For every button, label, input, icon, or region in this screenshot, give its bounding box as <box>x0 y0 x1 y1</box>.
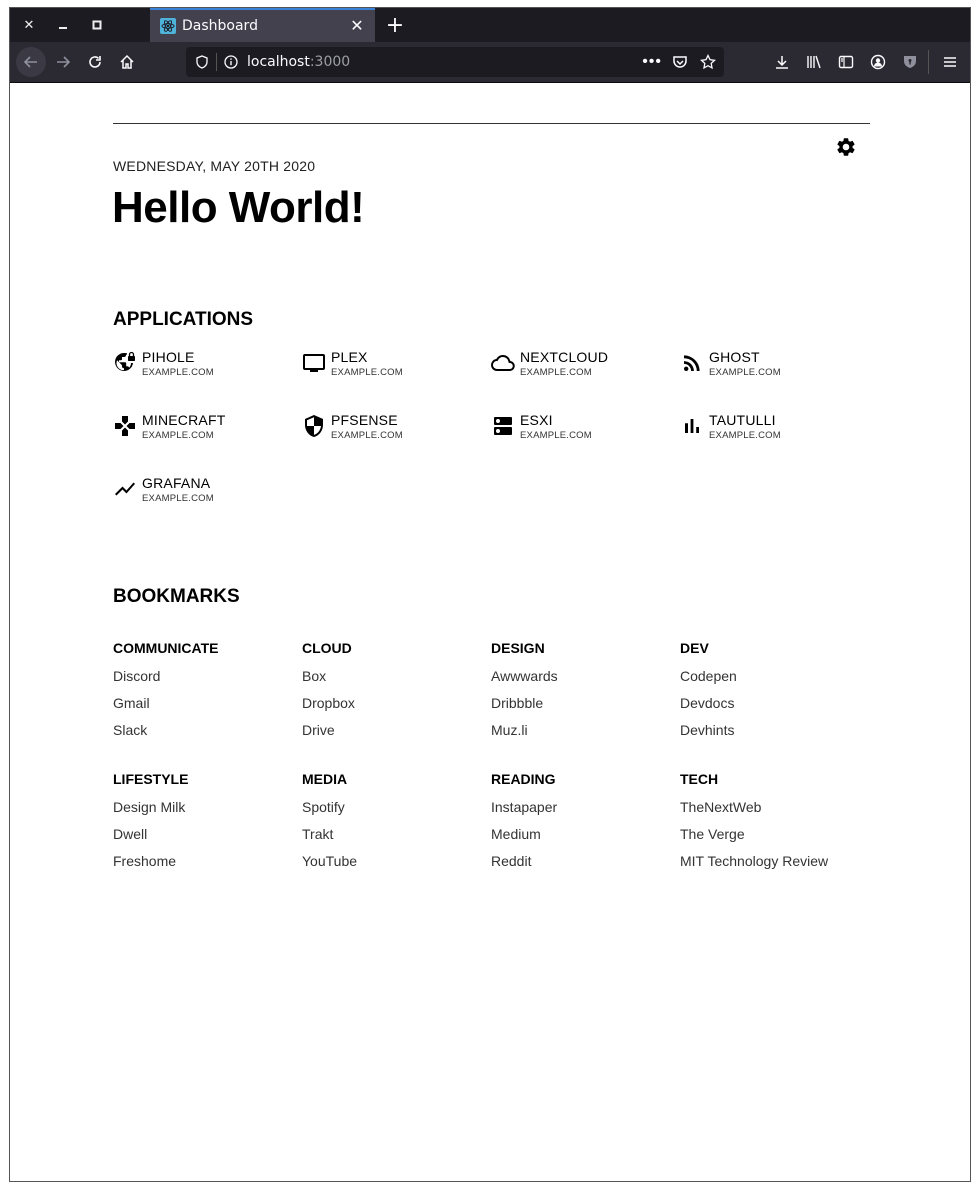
library-button[interactable] <box>799 47 829 77</box>
bookmark-group-lifestyle <box>113 771 298 879</box>
app-tautulli[interactable] <box>680 412 860 452</box>
app-url: EXAMPLE.COM <box>142 430 214 441</box>
bookmark-group-title: DESIGN <box>491 640 545 656</box>
app-name: ESXI <box>520 412 553 428</box>
bookmark-link[interactable]: Spotify <box>302 799 345 815</box>
forward-arrow-icon <box>55 54 71 70</box>
bookmark-group-media <box>302 771 487 879</box>
cloud-icon <box>491 351 515 375</box>
bookmark-link[interactable]: Codepen <box>680 668 737 684</box>
bookmark-group-title: LIFESTYLE <box>113 771 189 787</box>
extension-button[interactable] <box>895 47 925 77</box>
minimize-window-icon[interactable] <box>46 8 80 42</box>
app-url: EXAMPLE.COM <box>520 430 592 441</box>
bookmark-link[interactable]: Devdocs <box>680 695 735 711</box>
bookmark-link[interactable]: Devhints <box>680 722 735 738</box>
header-divider <box>113 123 870 124</box>
settings-gear-icon[interactable] <box>835 136 857 158</box>
bookmark-link[interactable]: Box <box>302 668 327 684</box>
url-bar[interactable] <box>186 47 724 77</box>
app-url: EXAMPLE.COM <box>709 430 781 441</box>
bookmark-link[interactable]: Discord <box>113 668 161 684</box>
gamepad-icon <box>113 414 137 438</box>
url-host: localhost <box>247 54 310 70</box>
bookmark-group-title: MEDIA <box>302 771 348 787</box>
download-icon <box>774 54 790 70</box>
app-name: GHOST <box>709 349 760 365</box>
globe-lock-icon <box>113 351 137 375</box>
back-arrow-icon <box>23 54 39 70</box>
page-actions-icon[interactable]: ••• <box>642 53 662 70</box>
app-url: EXAMPLE.COM <box>331 430 403 441</box>
app-name: PLEX <box>331 349 368 365</box>
app-name: PFSENSE <box>331 412 398 428</box>
sidebar-icon <box>838 54 854 70</box>
bookmark-link[interactable]: Slack <box>113 722 148 738</box>
bookmark-link[interactable]: Medium <box>491 826 541 842</box>
bookmark-link[interactable]: YouTube <box>302 853 358 869</box>
bookmark-group-title: CLOUD <box>302 640 352 656</box>
maximize-window-icon[interactable] <box>80 8 114 42</box>
bookmark-group-title: READING <box>491 771 556 787</box>
bookmark-link[interactable]: Gmail <box>113 695 150 711</box>
react-favicon-icon <box>160 18 176 34</box>
bar-chart-icon <box>680 414 704 438</box>
bookmark-link[interactable]: MIT Technology Review <box>680 853 829 869</box>
app-grafana[interactable] <box>113 475 293 515</box>
app-name: NEXTCLOUD <box>520 349 609 365</box>
bookmark-group-dev <box>680 640 865 748</box>
page-content <box>10 83 970 1181</box>
bookmark-link[interactable]: Dribbble <box>491 695 544 711</box>
greeting-heading: Hello World! <box>112 183 365 232</box>
account-icon <box>870 54 886 70</box>
bookmark-group-title: COMMUNICATE <box>113 640 219 656</box>
bookmark-link[interactable]: Dwell <box>113 826 148 842</box>
bookmark-link[interactable]: Muz.li <box>491 722 528 738</box>
tab-title: Dashboard <box>182 18 258 34</box>
app-url: EXAMPLE.COM <box>331 367 403 378</box>
tab-dashboard[interactable] <box>150 8 375 42</box>
app-name: GRAFANA <box>142 475 211 491</box>
app-url: EXAMPLE.COM <box>142 493 214 504</box>
home-icon <box>119 54 135 70</box>
bookmark-link[interactable]: The Verge <box>680 826 745 842</box>
app-plex[interactable] <box>302 349 482 389</box>
bookmark-star-icon[interactable] <box>700 54 716 70</box>
title-bar <box>10 8 970 42</box>
bookmark-group-communicate <box>113 640 298 748</box>
tracking-shield-icon <box>195 55 209 69</box>
app-ghost[interactable] <box>680 349 860 389</box>
bookmark-link[interactable]: Freshome <box>113 853 177 869</box>
forward-button[interactable] <box>48 47 78 77</box>
app-esxi[interactable] <box>491 412 671 452</box>
pocket-icon[interactable] <box>672 54 688 70</box>
bookmark-link[interactable]: Drive <box>302 722 335 738</box>
bookmarks-title: BOOKMARKS <box>113 586 240 607</box>
url-port: :3000 <box>309 54 351 70</box>
bookmark-group-reading <box>491 771 676 879</box>
reload-button[interactable] <box>80 47 110 77</box>
bookmark-link[interactable]: Design Milk <box>113 799 186 815</box>
tab-close-icon[interactable]: ✕ <box>350 18 364 35</box>
bookmark-link[interactable]: Reddit <box>491 853 532 869</box>
bookmark-group-title: DEV <box>680 640 709 656</box>
bookmark-link[interactable]: Dropbox <box>302 695 355 711</box>
app-url: EXAMPLE.COM <box>709 367 781 378</box>
app-name: TAUTULLI <box>709 412 776 428</box>
monitor-icon <box>302 351 326 375</box>
bookmark-group-tech <box>680 771 865 879</box>
trend-line-icon <box>113 477 137 501</box>
hamburger-menu-icon <box>942 54 958 70</box>
app-url: EXAMPLE.COM <box>520 367 592 378</box>
app-name: PIHOLE <box>142 349 195 365</box>
app-pihole[interactable] <box>113 349 293 389</box>
info-icon <box>224 55 238 69</box>
server-icon <box>491 414 515 438</box>
close-window-icon[interactable]: ✕ <box>23 17 35 33</box>
app-url: EXAMPLE.COM <box>142 367 214 378</box>
bookmark-group-title: TECH <box>680 771 719 787</box>
applications-title: APPLICATIONS <box>113 309 254 330</box>
bookmark-group-design <box>491 640 676 748</box>
library-icon <box>806 54 822 70</box>
app-minecraft[interactable] <box>113 412 293 452</box>
home-button[interactable] <box>112 47 142 77</box>
bookmark-link[interactable]: TheNextWeb <box>680 799 762 815</box>
bookmark-group-cloud <box>302 640 487 748</box>
rss-icon <box>680 351 704 375</box>
sidebar-button[interactable] <box>831 47 861 77</box>
app-nextcloud[interactable] <box>491 349 671 389</box>
new-tab-button[interactable]: + <box>385 12 405 38</box>
browser-window <box>9 7 971 1182</box>
bookmark-link[interactable]: Instapaper <box>491 799 558 815</box>
menu-button[interactable] <box>935 47 965 77</box>
app-pfsense[interactable] <box>302 412 482 452</box>
back-button[interactable] <box>16 47 46 77</box>
reload-icon <box>87 54 103 70</box>
navigation-bar <box>10 42 970 83</box>
app-name: MINECRAFT <box>142 412 226 428</box>
shield-icon <box>302 414 326 438</box>
bookmark-link[interactable]: Awwwards <box>491 668 558 684</box>
bookmark-link[interactable]: Trakt <box>302 826 334 842</box>
account-button[interactable] <box>863 47 893 77</box>
current-date: WEDNESDAY, MAY 20TH 2020 <box>113 158 316 174</box>
extension-shield-icon <box>902 54 918 70</box>
downloads-button[interactable] <box>767 47 797 77</box>
